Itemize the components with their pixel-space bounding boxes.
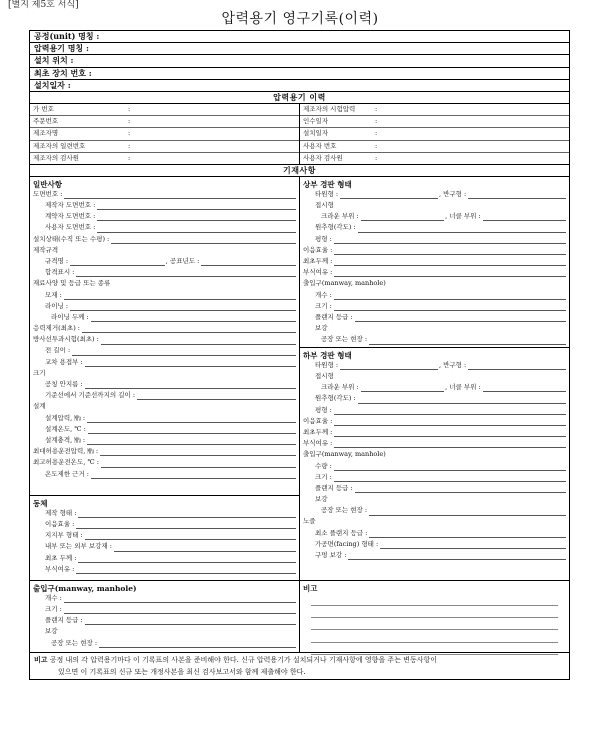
history-field[interactable] (300, 153, 569, 164)
fill-blank[interactable] (334, 439, 566, 448)
history-field-label: 사용자 번호 (303, 141, 337, 150)
fill-blank[interactable] (100, 447, 296, 456)
form-line (303, 324, 566, 335)
form-line[interactable] (303, 268, 566, 279)
history-field-label: 주문번호 (33, 117, 59, 126)
line-label: 공장 또는 현장 : (51, 638, 98, 647)
form-line[interactable] (33, 414, 296, 425)
line-label: 최고허용운전온도, ℃ : (33, 458, 99, 467)
header-field[interactable]: 설치 위치 : (30, 55, 569, 67)
line-label: 부식여유 : (303, 439, 333, 448)
block-title: 하부 경판 형태 (303, 350, 352, 360)
upper-head-block (300, 177, 569, 347)
fill-blank[interactable] (358, 395, 566, 404)
material-section (30, 177, 569, 652)
form-line[interactable] (33, 212, 296, 223)
line-label: 공장 또는 현장 : (321, 335, 368, 344)
form-line[interactable] (33, 268, 296, 279)
form-line[interactable] (33, 291, 296, 302)
history-field[interactable] (30, 116, 299, 128)
history-field-label: 인수일자 (303, 117, 329, 126)
form-line[interactable] (303, 361, 566, 372)
header-field[interactable]: 설치일자 : (34, 79, 71, 90)
fill-blank[interactable] (334, 473, 566, 482)
form-line[interactable] (33, 391, 296, 402)
fill-blank[interactable] (114, 543, 296, 552)
line-label: 최초두께 : (303, 257, 333, 265)
history-field-label: 제조자의 일련번호 (33, 141, 86, 150)
fill-blank[interactable] (369, 507, 566, 516)
line-label: 평형 : (315, 234, 332, 243)
line-label: , 너클 부위 : (445, 212, 481, 221)
fill-blank[interactable] (483, 383, 566, 392)
line-label: 크기 : (315, 472, 332, 481)
form-line[interactable] (303, 190, 566, 201)
line-label: 플랜지 등급 : (315, 483, 353, 492)
line-label: 접시형 (315, 201, 334, 210)
form-line[interactable] (33, 190, 296, 201)
line-label: , 공표년도 : (165, 257, 200, 265)
history-field-value: : (375, 129, 378, 138)
history-field-value: : (128, 117, 131, 126)
line-label: 설계충격, ㎫ : (45, 436, 86, 444)
fill-blank[interactable] (334, 268, 566, 277)
line-label: 원추형(각도) : (315, 394, 356, 403)
form-line[interactable] (33, 458, 296, 469)
form-line[interactable] (303, 551, 566, 562)
material-left-column (30, 177, 300, 652)
line-label: 설계온도, ℃ : (45, 424, 86, 433)
form-line[interactable] (33, 470, 296, 481)
form-line (303, 279, 566, 290)
form-line[interactable] (33, 223, 296, 234)
remarks-title: 비고 (303, 583, 318, 593)
fill-blank[interactable] (85, 616, 296, 625)
line-label: 수량 : (315, 461, 332, 470)
history-field-label: 가 번호 (33, 104, 54, 113)
fill-blank[interactable] (361, 212, 444, 221)
form-line (303, 495, 566, 506)
fill-blank[interactable] (76, 520, 296, 529)
line-label: 보강 (315, 324, 328, 333)
fill-blank[interactable] (101, 459, 296, 468)
form-line (303, 372, 566, 383)
form-line[interactable] (33, 358, 296, 369)
history-field[interactable] (300, 128, 569, 140)
line-label: 사용자 도면번호 : (45, 223, 96, 232)
footnote-line-1: 공정 내의 각 압력용기마다 이 기록표의 사본을 준비해야 한다. 신규 압력용기가 설치되거나 기재사항에 영향을 주는 변동사항이 (49, 655, 437, 664)
remarks-area (303, 594, 566, 655)
lower-head-block (300, 347, 569, 580)
line-label: 플랜지 등급 : (45, 616, 83, 625)
footnote-line-2: 있으면 이 기록표의 신규 또는 개정사본을 최신 검사보고서와 함께 제출해야 한다. (58, 667, 306, 676)
material-section-title: 기재사항 (30, 165, 569, 177)
form-line[interactable] (33, 447, 296, 458)
form-line[interactable] (33, 335, 296, 346)
form-line[interactable] (33, 313, 296, 324)
fill-blank[interactable] (334, 235, 566, 244)
fill-blank[interactable] (334, 246, 566, 255)
fill-blank[interactable] (70, 257, 165, 266)
fill-blank[interactable] (369, 529, 566, 538)
form-line[interactable] (303, 257, 566, 268)
form-line[interactable] (33, 380, 296, 391)
form-line[interactable] (33, 639, 296, 650)
form-line[interactable] (303, 302, 566, 313)
line-label: 규격명 : (45, 257, 69, 265)
line-label: 출입구(manway, manhole) (303, 450, 386, 459)
history-field-value: : (375, 104, 378, 113)
line-label: 크라운 부위 : (321, 212, 359, 221)
fill-blank[interactable] (97, 224, 296, 233)
fill-blank[interactable] (348, 551, 566, 560)
form-line (33, 627, 296, 638)
history-left-column (30, 104, 300, 164)
line-label: 보강 (45, 627, 58, 636)
line-label: 제작규격 (33, 245, 59, 254)
form-line[interactable] (303, 223, 566, 234)
history-section (30, 104, 569, 165)
header-section (30, 31, 569, 91)
line-label: 원추형(각도) : (315, 223, 356, 232)
line-label: 타원형 : (315, 189, 339, 198)
form-line[interactable] (303, 529, 566, 540)
form-line[interactable] (303, 439, 566, 450)
form-line[interactable] (33, 324, 296, 335)
fill-blank[interactable] (64, 291, 296, 300)
form-line[interactable] (303, 394, 566, 405)
fill-blank[interactable] (78, 509, 296, 518)
line-label: 크라운 부위 : (321, 383, 359, 392)
line-label: 공칭 안지름 : (45, 380, 83, 389)
form-line[interactable] (303, 383, 566, 394)
history-field-label: 설치일자 (303, 129, 329, 138)
history-field-label: 제조자의 시험압력 (303, 104, 356, 113)
remarks-line[interactable] (311, 618, 558, 630)
form-line[interactable] (303, 335, 566, 346)
line-label: 라이닝 : (45, 301, 69, 310)
history-field[interactable] (30, 128, 299, 140)
form-line[interactable] (33, 347, 296, 358)
history-field[interactable] (30, 104, 299, 116)
record-form (29, 30, 570, 680)
fill-blank[interactable] (483, 212, 566, 221)
line-label: 교차 용접부 : (45, 357, 83, 366)
fill-blank[interactable] (334, 428, 566, 437)
block-title: 출입구(manway, manhole) (33, 583, 137, 593)
line-label: 내부 또는 외부 보강재 : (45, 542, 112, 551)
form-line[interactable] (33, 425, 296, 436)
line-label: 개수 : (45, 593, 62, 602)
remarks-line[interactable] (311, 606, 558, 618)
line-label: 이음효율 : (303, 416, 333, 425)
history-field-label: 제조자명 (33, 129, 59, 138)
form-line (303, 450, 566, 461)
line-label: 합격표시 : (45, 268, 75, 277)
header-field[interactable]: 압력용기 명칭 : (30, 43, 569, 55)
line-label: 제작자 도면번호 : (45, 201, 96, 210)
fill-blank[interactable] (85, 358, 296, 367)
form-line[interactable] (303, 506, 566, 517)
history-field-value: : (375, 153, 378, 162)
line-label: 기준선에서 기준선까지의 길이 : (45, 391, 136, 400)
line-label: 최소 플랜지 등급 : (315, 528, 368, 537)
fill-blank[interactable] (85, 380, 296, 389)
line-label: 계약자 도면번호 : (45, 212, 96, 221)
remarks-block (300, 580, 569, 652)
form-number-label: [별지 제5호 서식] (8, 0, 79, 10)
footnote-label: 비고 (34, 654, 48, 664)
line-label: 개수 : (315, 290, 332, 299)
form-line[interactable] (33, 257, 296, 268)
form-line[interactable] (303, 484, 566, 495)
fill-blank[interactable] (111, 235, 296, 244)
form-line[interactable] (33, 531, 296, 542)
form-line[interactable] (33, 509, 296, 520)
form-line[interactable] (33, 302, 296, 313)
block-title: 동체 (33, 498, 48, 508)
form-line[interactable] (303, 406, 566, 417)
fill-blank[interactable] (76, 268, 296, 277)
line-label: 부식여유 : (303, 268, 333, 277)
line-label: 구멍 보강 : (315, 551, 347, 560)
line-label: 플랜지 등급 : (315, 312, 353, 321)
fill-blank[interactable] (340, 361, 438, 370)
line-label: 응력제거(최초) : (33, 324, 81, 333)
form-line[interactable] (303, 291, 566, 302)
line-label: 출입구(manway, manhole) (303, 279, 386, 288)
line-label: 도면번호 : (33, 189, 63, 198)
line-label: 노즐 (303, 517, 316, 526)
form-line[interactable] (33, 235, 296, 246)
fill-blank[interactable] (334, 302, 566, 311)
fill-blank[interactable] (64, 190, 296, 199)
line-label: 모재 : (45, 290, 62, 299)
fill-blank[interactable] (101, 336, 296, 345)
fill-blank[interactable] (91, 470, 296, 479)
fill-blank[interactable] (82, 324, 296, 333)
history-field-label: 제조자의 검사원 (33, 153, 80, 162)
fill-blank[interactable] (76, 565, 296, 574)
fill-blank[interactable] (87, 436, 296, 445)
line-label: 타원형 : (315, 360, 339, 369)
line-label: 설치상태(수직 또는 수평) : (33, 234, 110, 243)
line-label: 가공면(facing) 형태 : (315, 539, 379, 548)
history-field[interactable] (30, 153, 299, 164)
fill-blank[interactable] (64, 605, 296, 614)
form-line[interactable] (33, 520, 296, 531)
line-label: 재료사양 및 등급 또는 종류 (33, 279, 111, 288)
fill-blank[interactable] (137, 391, 296, 400)
line-label: 라이닝 두께 : (51, 312, 89, 321)
form-line (33, 402, 296, 413)
material-right-column (300, 177, 569, 652)
line-label: , 반구형 : (438, 360, 467, 369)
line-label: 최초두께 : (303, 428, 333, 436)
fill-blank[interactable] (468, 190, 566, 199)
form-line[interactable] (303, 473, 566, 484)
form-line (33, 246, 296, 257)
document-title: 압력용기 영구기록(이력) (221, 11, 379, 27)
fill-blank[interactable] (361, 383, 444, 392)
line-label: 보강 (315, 495, 328, 504)
remarks-line[interactable] (311, 630, 558, 642)
footnote (30, 652, 569, 679)
form-line[interactable] (33, 616, 296, 627)
header-field[interactable]: 공정(unit) 명칭 : (30, 31, 569, 43)
block-title: 상부 경판 형태 (303, 179, 352, 189)
fill-blank[interactable] (70, 302, 296, 311)
fill-blank[interactable] (97, 212, 296, 221)
form-line (33, 369, 296, 380)
manway-block (30, 580, 299, 652)
form-line[interactable] (33, 542, 296, 553)
line-label: 이음효율 : (303, 245, 333, 254)
line-label: 지지부 형태 : (45, 531, 83, 540)
line-label: 최초 두께 : (45, 553, 77, 562)
form-line[interactable] (33, 201, 296, 212)
fill-blank[interactable] (99, 639, 296, 648)
fill-blank[interactable] (334, 462, 566, 471)
line-label: 접시형 (315, 372, 334, 381)
fill-blank[interactable] (85, 531, 296, 540)
fill-blank[interactable] (78, 554, 296, 563)
fill-blank[interactable] (468, 361, 566, 370)
line-label: 이음효율 : (45, 520, 75, 529)
history-field-value: : (128, 129, 131, 138)
fill-blank[interactable] (340, 190, 438, 199)
line-label: , 반구형 : (438, 189, 467, 198)
fill-blank[interactable] (88, 425, 296, 434)
line-label: 공장 또는 현장 : (321, 506, 368, 515)
line-label: 크기 : (45, 605, 62, 614)
history-field-value: : (128, 104, 131, 113)
line-label: 방사선투과시험(최초) : (33, 335, 99, 344)
general-block (30, 177, 299, 495)
form-line[interactable] (303, 235, 566, 246)
line-label: 크기 : (315, 301, 332, 310)
form-line[interactable] (303, 246, 566, 257)
fill-blank[interactable] (201, 257, 296, 266)
form-line[interactable] (303, 428, 566, 439)
line-label: 전 길이 : (45, 346, 71, 355)
form-line (303, 201, 566, 212)
line-label: 크기 (33, 368, 46, 377)
line-label: 온도제한 근거 : (45, 469, 89, 478)
history-field-label: 사용자 검사원 (303, 153, 343, 162)
form-line[interactable] (303, 462, 566, 473)
shell-block (30, 495, 299, 580)
fill-blank[interactable] (358, 224, 566, 233)
history-right-column (300, 104, 569, 164)
form-line[interactable] (33, 436, 296, 447)
line-label: 설계 (33, 402, 46, 411)
form-line[interactable] (33, 565, 296, 576)
form-line[interactable] (33, 605, 296, 616)
fill-blank[interactable] (380, 540, 566, 549)
form-line[interactable] (303, 417, 566, 428)
form-line[interactable] (303, 212, 566, 223)
form-line[interactable] (303, 540, 566, 551)
remarks-line[interactable] (311, 594, 558, 606)
fill-blank[interactable] (355, 313, 566, 322)
form-line[interactable] (303, 313, 566, 324)
line-label: , 너클 부위 : (445, 383, 481, 392)
fill-blank[interactable] (64, 594, 296, 603)
form-line[interactable] (33, 594, 296, 605)
history-field-value: : (375, 141, 378, 150)
form-line (303, 518, 566, 529)
form-line[interactable] (33, 554, 296, 565)
history-field[interactable] (300, 116, 569, 128)
line-label: 평형 : (315, 405, 332, 414)
fill-blank[interactable] (91, 313, 296, 322)
line-label: 설계압력, ㎫ : (45, 413, 86, 422)
block-title: 일반사항 (33, 179, 62, 189)
history-field-value: : (128, 141, 131, 150)
history-field[interactable] (300, 141, 569, 153)
remarks-line[interactable] (311, 643, 558, 655)
fill-blank[interactable] (334, 406, 566, 415)
history-field-value: : (128, 153, 131, 162)
history-field[interactable] (30, 141, 299, 153)
line-label: 부식여유 : (45, 564, 75, 573)
fill-blank[interactable] (72, 347, 296, 356)
history-field-value: : (375, 117, 378, 126)
header-field[interactable]: 최초 장치 번호 : (30, 68, 569, 80)
history-section-title: 압력용기 이력 (30, 91, 569, 104)
line-label: 최대허용운전압력, ㎫ : (33, 447, 99, 456)
fill-blank[interactable] (334, 417, 566, 426)
form-line (33, 279, 296, 290)
fill-blank[interactable] (369, 336, 566, 345)
fill-blank[interactable] (355, 484, 566, 493)
fill-blank[interactable] (97, 201, 296, 210)
fill-blank[interactable] (87, 414, 296, 423)
line-label: 제작 형태 : (45, 508, 77, 517)
fill-blank[interactable] (334, 291, 566, 300)
fill-blank[interactable] (334, 257, 566, 266)
history-field[interactable] (300, 104, 569, 116)
